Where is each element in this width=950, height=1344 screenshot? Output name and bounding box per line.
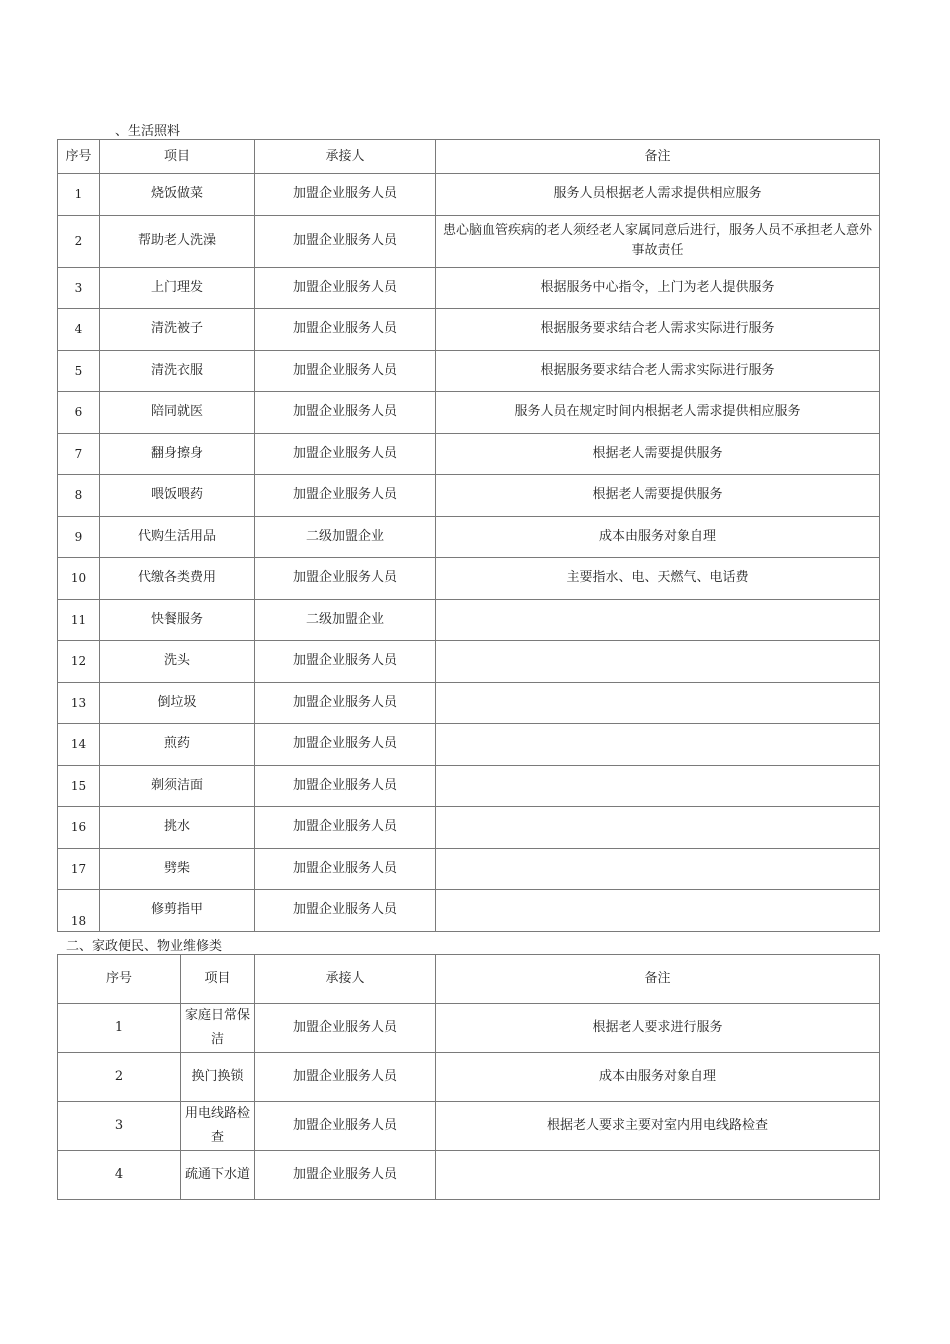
table-row	[58, 1151, 880, 1200]
table-row	[58, 309, 880, 351]
table-row	[58, 848, 880, 890]
table-row	[58, 599, 880, 641]
section2-title: 二、家政便民、物业维修类	[66, 939, 223, 954]
row-item: 洗头	[100, 641, 255, 683]
row-no: 1	[58, 1004, 181, 1053]
row-handler: 加盟企业服务人员	[255, 267, 436, 309]
row-note	[436, 890, 880, 932]
row-no: 12	[58, 641, 100, 683]
table-row	[58, 1053, 880, 1102]
row-handler: 二级加盟企业	[255, 516, 436, 558]
row-item: 烧饭做菜	[100, 174, 255, 216]
row-item: 倒垃圾	[100, 682, 255, 724]
row-item: 上门理发	[100, 267, 255, 309]
row-no: 7	[58, 433, 100, 475]
table-row	[58, 724, 880, 766]
row-no: 2	[58, 215, 100, 267]
row-no: 1	[58, 174, 100, 216]
row-handler: 加盟企业服务人员	[255, 558, 436, 600]
row-handler: 加盟企业服务人员	[255, 1151, 436, 1200]
row-item: 劈柴	[100, 848, 255, 890]
row-note	[436, 599, 880, 641]
row-note	[436, 848, 880, 890]
row-no: 3	[58, 267, 100, 309]
table-row	[58, 267, 880, 309]
row-handler: 加盟企业服务人员	[255, 848, 436, 890]
row-note	[436, 641, 880, 683]
table-row	[58, 174, 880, 216]
table-row	[58, 392, 880, 434]
row-handler: 加盟企业服务人员	[255, 1102, 436, 1151]
row-no: 11	[58, 599, 100, 641]
row-no: 15	[58, 765, 100, 807]
header-note: 备注	[436, 140, 880, 174]
row-handler: 加盟企业服务人员	[255, 890, 436, 932]
row-note: 主要指水、电、天燃气、电话费	[436, 558, 880, 600]
row-note	[436, 724, 880, 766]
row-note: 服务人员根据老人需求提供相应服务	[436, 174, 880, 216]
row-note: 根据老人需要提供服务	[436, 475, 880, 517]
header-note: 备注	[436, 955, 880, 1004]
row-no: 3	[58, 1102, 181, 1151]
row-item: 煎药	[100, 724, 255, 766]
row-item: 翻身擦身	[100, 433, 255, 475]
row-item: 挑水	[100, 807, 255, 849]
row-no: 8	[58, 475, 100, 517]
row-no: 6	[58, 392, 100, 434]
row-note: 根据老人要求进行服务	[436, 1004, 880, 1053]
row-item: 喂饭喂药	[100, 475, 255, 517]
row-item: 家庭日常保洁	[181, 1004, 255, 1053]
life-care-table	[57, 139, 880, 932]
row-no: 2	[58, 1053, 181, 1102]
row-no: 5	[58, 350, 100, 392]
row-no: 4	[58, 309, 100, 351]
row-item: 快餐服务	[100, 599, 255, 641]
row-item: 帮助老人洗澡	[100, 215, 255, 267]
row-handler: 加盟企业服务人员	[255, 215, 436, 267]
row-item: 用电线路检查	[181, 1102, 255, 1151]
table-row	[58, 350, 880, 392]
table-row	[58, 641, 880, 683]
row-handler: 加盟企业服务人员	[255, 433, 436, 475]
row-item: 代缴各类费用	[100, 558, 255, 600]
row-note: 服务人员在规定时间内根据老人需求提供相应服务	[436, 392, 880, 434]
row-item: 清洗被子	[100, 309, 255, 351]
table-header-row	[58, 140, 880, 174]
section1-title: 、生活照料	[115, 124, 181, 139]
row-item: 清洗衣服	[100, 350, 255, 392]
row-handler: 加盟企业服务人员	[255, 475, 436, 517]
row-note: 根据服务要求结合老人需求实际进行服务	[436, 309, 880, 351]
row-handler: 二级加盟企业	[255, 599, 436, 641]
row-note: 根据服务要求结合老人需求实际进行服务	[436, 350, 880, 392]
row-no: 18	[58, 890, 100, 932]
row-note	[436, 1151, 880, 1200]
row-no: 17	[58, 848, 100, 890]
row-item: 换门换锁	[181, 1053, 255, 1102]
row-item: 剃须洁面	[100, 765, 255, 807]
row-note: 根据老人需要提供服务	[436, 433, 880, 475]
row-note: 成本由服务对象自理	[436, 1053, 880, 1102]
row-handler: 加盟企业服务人员	[255, 765, 436, 807]
table-row	[58, 807, 880, 849]
table-row	[58, 215, 880, 267]
table-header-row	[58, 955, 880, 1004]
header-no: 序号	[58, 140, 100, 174]
header-item: 项目	[181, 955, 255, 1004]
table-row	[58, 890, 880, 932]
table-row	[58, 433, 880, 475]
table-row	[58, 682, 880, 724]
row-item: 修剪指甲	[100, 890, 255, 932]
table-row	[58, 516, 880, 558]
table-row	[58, 475, 880, 517]
row-handler: 加盟企业服务人员	[255, 1053, 436, 1102]
row-handler: 加盟企业服务人员	[255, 641, 436, 683]
row-note: 根据服务中心指令，上门为老人提供服务	[436, 267, 880, 309]
row-note: 成本由服务对象自理	[436, 516, 880, 558]
row-no: 9	[58, 516, 100, 558]
row-no: 4	[58, 1151, 181, 1200]
table-row	[58, 1004, 880, 1053]
row-note: 患心脑血管疾病的老人须经老人家属同意后进行，服务人员不承担老人意外事故责任	[436, 215, 880, 267]
header-handler: 承接人	[255, 140, 436, 174]
row-no: 14	[58, 724, 100, 766]
row-handler: 加盟企业服务人员	[255, 350, 436, 392]
row-note	[436, 682, 880, 724]
header-item: 项目	[100, 140, 255, 174]
header-handler: 承接人	[255, 955, 436, 1004]
row-handler: 加盟企业服务人员	[255, 174, 436, 216]
row-item: 疏通下水道	[181, 1151, 255, 1200]
row-item: 代购生活用品	[100, 516, 255, 558]
row-handler: 加盟企业服务人员	[255, 309, 436, 351]
table-row	[58, 1102, 880, 1151]
header-no: 序号	[58, 955, 181, 1004]
row-handler: 加盟企业服务人员	[255, 724, 436, 766]
row-note: 根据老人要求主要对室内用电线路检查	[436, 1102, 880, 1151]
row-item: 陪同就医	[100, 392, 255, 434]
row-no: 13	[58, 682, 100, 724]
table-row	[58, 765, 880, 807]
row-handler: 加盟企业服务人员	[255, 392, 436, 434]
row-handler: 加盟企业服务人员	[255, 1004, 436, 1053]
row-no: 16	[58, 807, 100, 849]
row-note	[436, 807, 880, 849]
row-note	[436, 765, 880, 807]
row-no: 10	[58, 558, 100, 600]
housekeeping-table	[57, 954, 880, 1200]
row-handler: 加盟企业服务人员	[255, 807, 436, 849]
row-handler: 加盟企业服务人员	[255, 682, 436, 724]
table-row	[58, 558, 880, 600]
